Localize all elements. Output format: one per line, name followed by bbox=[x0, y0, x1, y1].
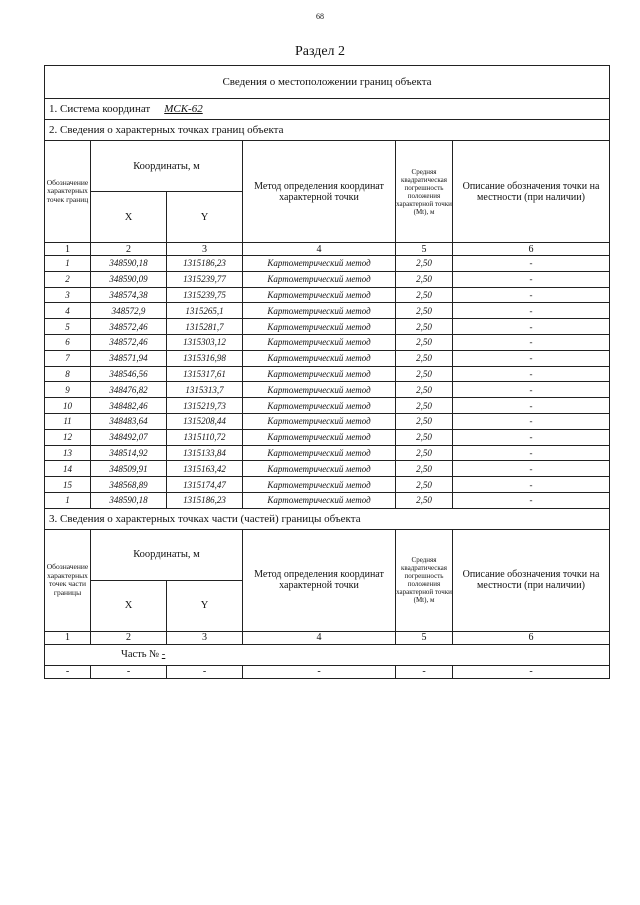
table-row bbox=[45, 477, 610, 493]
part-cell: - bbox=[453, 665, 610, 678]
point-desc-cell: - bbox=[453, 256, 610, 272]
table-row bbox=[45, 382, 610, 398]
header-description-s3: Описание обозначения точки на местности (при наличии) bbox=[453, 529, 610, 631]
point-method-cell: Картометрический метод bbox=[243, 287, 396, 303]
point-x-cell: 348492,07 bbox=[91, 429, 167, 445]
coord-system-label: 1. Система координат bbox=[49, 103, 151, 115]
header-rms: Средняя квадратическая погрешность положения характерной точки (Mt), м bbox=[396, 141, 453, 243]
point-y-cell: 1315303,12 bbox=[167, 334, 243, 350]
table-row bbox=[45, 287, 610, 303]
point-desc-cell: - bbox=[453, 382, 610, 398]
point-mt-cell: 2,50 bbox=[396, 319, 453, 335]
point-x-cell: 348571,94 bbox=[91, 350, 167, 366]
point-y-cell: 1315239,77 bbox=[167, 271, 243, 287]
header-y: Y bbox=[167, 192, 243, 243]
col-num: 1 bbox=[45, 631, 91, 644]
point-n-cell: 3 bbox=[45, 287, 91, 303]
col-num: 2 bbox=[91, 243, 167, 256]
point-method-cell: Картометрический метод bbox=[243, 350, 396, 366]
point-y-cell: 1315265,1 bbox=[167, 303, 243, 319]
section2-title: 2. Сведения о характерных точках границ объекта bbox=[45, 120, 610, 141]
point-y-cell: 1315174,47 bbox=[167, 477, 243, 493]
point-desc-cell: - bbox=[453, 429, 610, 445]
point-x-cell: 348572,9 bbox=[91, 303, 167, 319]
point-n-cell: 12 bbox=[45, 429, 91, 445]
col-num: 5 bbox=[396, 243, 453, 256]
point-n-cell: 11 bbox=[45, 413, 91, 429]
point-method-cell: Картометрический метод bbox=[243, 334, 396, 350]
col-num: 4 bbox=[243, 243, 396, 256]
part-value: - bbox=[161, 649, 166, 661]
header-coords: Координаты, м bbox=[91, 141, 243, 192]
point-desc-cell: - bbox=[453, 271, 610, 287]
point-desc-cell: - bbox=[453, 319, 610, 335]
point-y-cell: 1315163,42 bbox=[167, 461, 243, 477]
point-method-cell: Картометрический метод bbox=[243, 445, 396, 461]
point-mt-cell: 2,50 bbox=[396, 303, 453, 319]
point-mt-cell: 2,50 bbox=[396, 287, 453, 303]
point-y-cell: 1315316,98 bbox=[167, 350, 243, 366]
col-num: 1 bbox=[45, 243, 91, 256]
part-label: Часть № bbox=[121, 649, 160, 661]
col-num: 2 bbox=[91, 631, 167, 644]
point-n-cell: 2 bbox=[45, 271, 91, 287]
point-y-cell: 1315313,7 bbox=[167, 382, 243, 398]
part-data-row bbox=[45, 665, 610, 678]
column-numbers-row-s3 bbox=[45, 631, 610, 644]
point-method-cell: Картометрический метод bbox=[243, 271, 396, 287]
point-y-cell: 1315281,7 bbox=[167, 319, 243, 335]
point-mt-cell: 2,50 bbox=[396, 477, 453, 493]
header-description: Описание обозначения точки на местности (при наличии) bbox=[453, 141, 610, 243]
point-x-cell: 348590,09 bbox=[91, 271, 167, 287]
point-method-cell: Картометрический метод bbox=[243, 477, 396, 493]
col-num: 4 bbox=[243, 631, 396, 644]
col-num: 5 bbox=[396, 631, 453, 644]
point-desc-cell: - bbox=[453, 303, 610, 319]
table-row bbox=[45, 256, 610, 272]
header-x: X bbox=[91, 192, 167, 243]
point-n-cell: 13 bbox=[45, 445, 91, 461]
col-num: 3 bbox=[167, 243, 243, 256]
point-desc-cell: - bbox=[453, 492, 610, 508]
point-desc-cell: - bbox=[453, 334, 610, 350]
points-body bbox=[45, 256, 610, 509]
header-designation-s3: Обозначение характерных точек части границы bbox=[45, 529, 91, 631]
part-cell: - bbox=[91, 665, 167, 678]
coord-system-row bbox=[45, 99, 610, 120]
table-row bbox=[45, 461, 610, 477]
table-row bbox=[45, 398, 610, 414]
point-n-cell: 8 bbox=[45, 366, 91, 382]
point-x-cell: 348482,46 bbox=[91, 398, 167, 414]
header-y-s3: Y bbox=[167, 580, 243, 631]
point-n-cell: 4 bbox=[45, 303, 91, 319]
page-number: 68 bbox=[316, 12, 324, 21]
point-desc-cell: - bbox=[453, 398, 610, 414]
point-x-cell: 348572,46 bbox=[91, 319, 167, 335]
point-method-cell: Картометрический метод bbox=[243, 461, 396, 477]
point-n-cell: 9 bbox=[45, 382, 91, 398]
point-x-cell: 348568,89 bbox=[91, 477, 167, 493]
point-mt-cell: 2,50 bbox=[396, 271, 453, 287]
col-num: 3 bbox=[167, 631, 243, 644]
point-y-cell: 1315208,44 bbox=[167, 413, 243, 429]
point-mt-cell: 2,50 bbox=[396, 366, 453, 382]
table-row bbox=[45, 303, 610, 319]
point-method-cell: Картометрический метод bbox=[243, 413, 396, 429]
table-row bbox=[45, 271, 610, 287]
point-mt-cell: 2,50 bbox=[396, 445, 453, 461]
point-x-cell: 348590,18 bbox=[91, 492, 167, 508]
table-title: Сведения о местоположении границ объекта bbox=[45, 66, 610, 99]
point-y-cell: 1315239,75 bbox=[167, 287, 243, 303]
point-mt-cell: 2,50 bbox=[396, 334, 453, 350]
table-row bbox=[45, 445, 610, 461]
point-x-cell: 348483,64 bbox=[91, 413, 167, 429]
point-method-cell: Картометрический метод bbox=[243, 382, 396, 398]
part-cell: - bbox=[243, 665, 396, 678]
point-x-cell: 348546,56 bbox=[91, 366, 167, 382]
point-n-cell: 1 bbox=[45, 256, 91, 272]
point-mt-cell: 2,50 bbox=[396, 398, 453, 414]
point-mt-cell: 2,50 bbox=[396, 413, 453, 429]
table-row bbox=[45, 429, 610, 445]
header-method-s3: Метод определения координат характерной точки bbox=[243, 529, 396, 631]
point-mt-cell: 2,50 bbox=[396, 492, 453, 508]
point-n-cell: 5 bbox=[45, 319, 91, 335]
point-n-cell: 10 bbox=[45, 398, 91, 414]
point-method-cell: Картометрический метод bbox=[243, 366, 396, 382]
point-mt-cell: 2,50 bbox=[396, 429, 453, 445]
point-y-cell: 1315317,61 bbox=[167, 366, 243, 382]
point-n-cell: 15 bbox=[45, 477, 91, 493]
point-n-cell: 1 bbox=[45, 492, 91, 508]
col-num: 6 bbox=[453, 631, 610, 644]
column-numbers-row bbox=[45, 243, 610, 256]
point-desc-cell: - bbox=[453, 287, 610, 303]
point-desc-cell: - bbox=[453, 413, 610, 429]
header-coords-s3: Координаты, м bbox=[91, 529, 243, 580]
header-x-s3: X bbox=[91, 580, 167, 631]
table-row bbox=[45, 492, 610, 508]
point-method-cell: Картометрический метод bbox=[243, 429, 396, 445]
point-desc-cell: - bbox=[453, 461, 610, 477]
table-row bbox=[45, 319, 610, 335]
part-row bbox=[45, 644, 610, 665]
point-y-cell: 1315186,23 bbox=[167, 492, 243, 508]
coord-system-value: МСК-62 bbox=[164, 103, 203, 115]
point-x-cell: 348476,82 bbox=[91, 382, 167, 398]
point-desc-cell: - bbox=[453, 445, 610, 461]
boundary-table bbox=[44, 65, 609, 679]
point-y-cell: 1315186,23 bbox=[167, 256, 243, 272]
point-y-cell: 1315133,84 bbox=[167, 445, 243, 461]
point-desc-cell: - bbox=[453, 350, 610, 366]
table-row bbox=[45, 350, 610, 366]
point-x-cell: 348572,46 bbox=[91, 334, 167, 350]
point-x-cell: 348514,92 bbox=[91, 445, 167, 461]
point-desc-cell: - bbox=[453, 477, 610, 493]
section3-title: 3. Сведения о характерных точках части (частей) границы объекта bbox=[45, 508, 610, 529]
point-desc-cell: - bbox=[453, 366, 610, 382]
point-n-cell: 7 bbox=[45, 350, 91, 366]
point-x-cell: 348574,38 bbox=[91, 287, 167, 303]
point-method-cell: Картометрический метод bbox=[243, 303, 396, 319]
point-y-cell: 1315110,72 bbox=[167, 429, 243, 445]
point-method-cell: Картометрический метод bbox=[243, 492, 396, 508]
part-cell: - bbox=[396, 665, 453, 678]
point-x-cell: 348509,91 bbox=[91, 461, 167, 477]
point-method-cell: Картометрический метод bbox=[243, 319, 396, 335]
point-y-cell: 1315219,73 bbox=[167, 398, 243, 414]
point-x-cell: 348590,18 bbox=[91, 256, 167, 272]
part-cell: - bbox=[167, 665, 243, 678]
header-method: Метод определения координат характерной точки bbox=[243, 141, 396, 243]
point-mt-cell: 2,50 bbox=[396, 382, 453, 398]
header-designation: Обозначение характерных точек границ bbox=[45, 141, 91, 243]
point-n-cell: 14 bbox=[45, 461, 91, 477]
point-mt-cell: 2,50 bbox=[396, 461, 453, 477]
table-row bbox=[45, 366, 610, 382]
table-row bbox=[45, 334, 610, 350]
section-title: Раздел 2 bbox=[294, 44, 346, 59]
part-cell: - bbox=[45, 665, 91, 678]
point-n-cell: 6 bbox=[45, 334, 91, 350]
table-row bbox=[45, 413, 610, 429]
point-method-cell: Картометрический метод bbox=[243, 256, 396, 272]
header-rms-s3: Средняя квадратическая погрешность положения характерной точки (Mt), м bbox=[396, 529, 453, 631]
point-method-cell: Картометрический метод bbox=[243, 398, 396, 414]
col-num: 6 bbox=[453, 243, 610, 256]
point-mt-cell: 2,50 bbox=[396, 256, 453, 272]
point-mt-cell: 2,50 bbox=[396, 350, 453, 366]
